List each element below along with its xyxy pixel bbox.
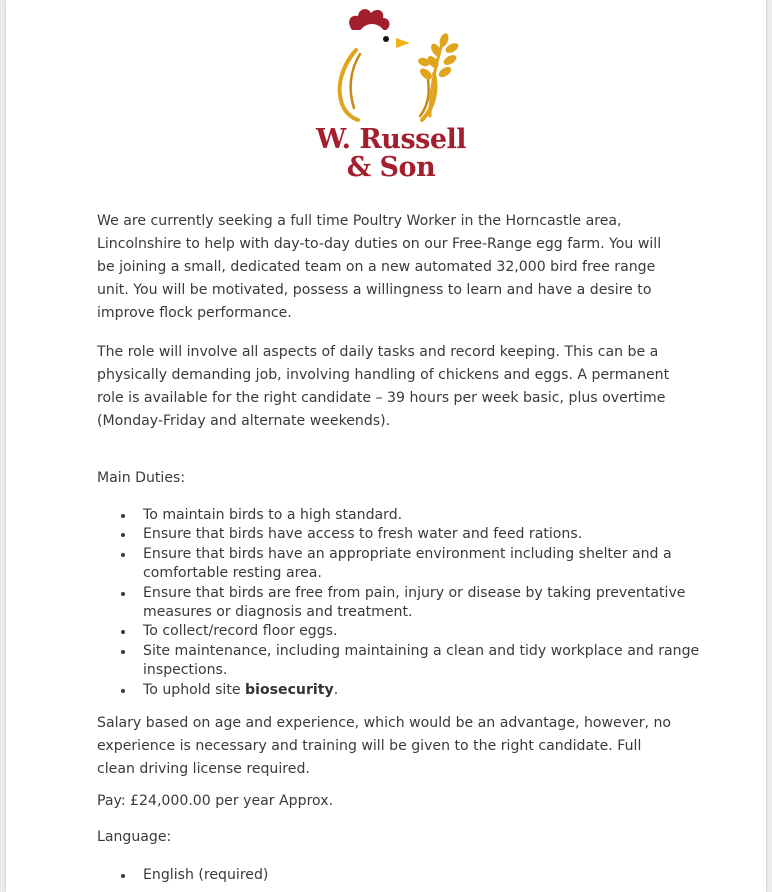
list-item: Ensure that birds are free from pain, injury or disease by taking preventative measures or diagnosis and treatment. (143, 584, 743, 623)
pay-line: Pay: £24,000.00 per year Approx. (97, 793, 334, 809)
brand-name: W. Russell (315, 124, 467, 155)
hen-with-wheat-icon (306, 4, 476, 126)
list-item: Site maintenance, including maintaining a clean and tidy workplace and range inspections. (143, 642, 743, 681)
language-list (97, 866, 743, 885)
list-item-period: . (333, 681, 339, 698)
biosecurity-bold: biosecurity (245, 681, 334, 698)
list-item: Ensure that birds have an appropriate environment including shelter and a comfortable resting area. (143, 545, 743, 584)
company-logo (306, 4, 476, 184)
list-item-text: To uphold site (143, 681, 246, 698)
role-paragraph: The role will involve all aspects of daily tasks and record keeping. This can be a physically demanding job, involving handling of chickens and eggs. A permanent role is available for the right candidate – 39 hours per week basic, plus overtime (Monday-Friday and alternate weekends). (97, 344, 670, 429)
language-heading: Language: (97, 829, 172, 845)
list-item: English (required) (143, 866, 743, 885)
document-page (6, 0, 766, 892)
duties-heading: Main Duties: (97, 470, 186, 486)
duties-list (97, 506, 743, 700)
list-item: To collect/record floor eggs. (143, 622, 743, 641)
intro-paragraph: We are currently seeking a full time Poultry Worker in the Horncastle area, Lincolnshire to help with day-to-day duties on our Free-Range egg farm. You will be joining a small, dedicated team on a new automated 32,000 bird free range unit. You will be motivated, possess a willingness to learn and have a desire to improve flock performance. (97, 213, 662, 321)
list-item: To maintain birds to a high standard. (143, 506, 743, 525)
list-item (143, 681, 743, 700)
list-item: Ensure that birds have access to fresh water and feed rations. (143, 525, 743, 544)
brand-name-suffix: & Son (346, 152, 436, 183)
salary-paragraph: Salary based on age and experience, which would be an advantage, however, no experience is necessary and training will be given to the right candidate. Full clean driving license required. (97, 715, 672, 777)
